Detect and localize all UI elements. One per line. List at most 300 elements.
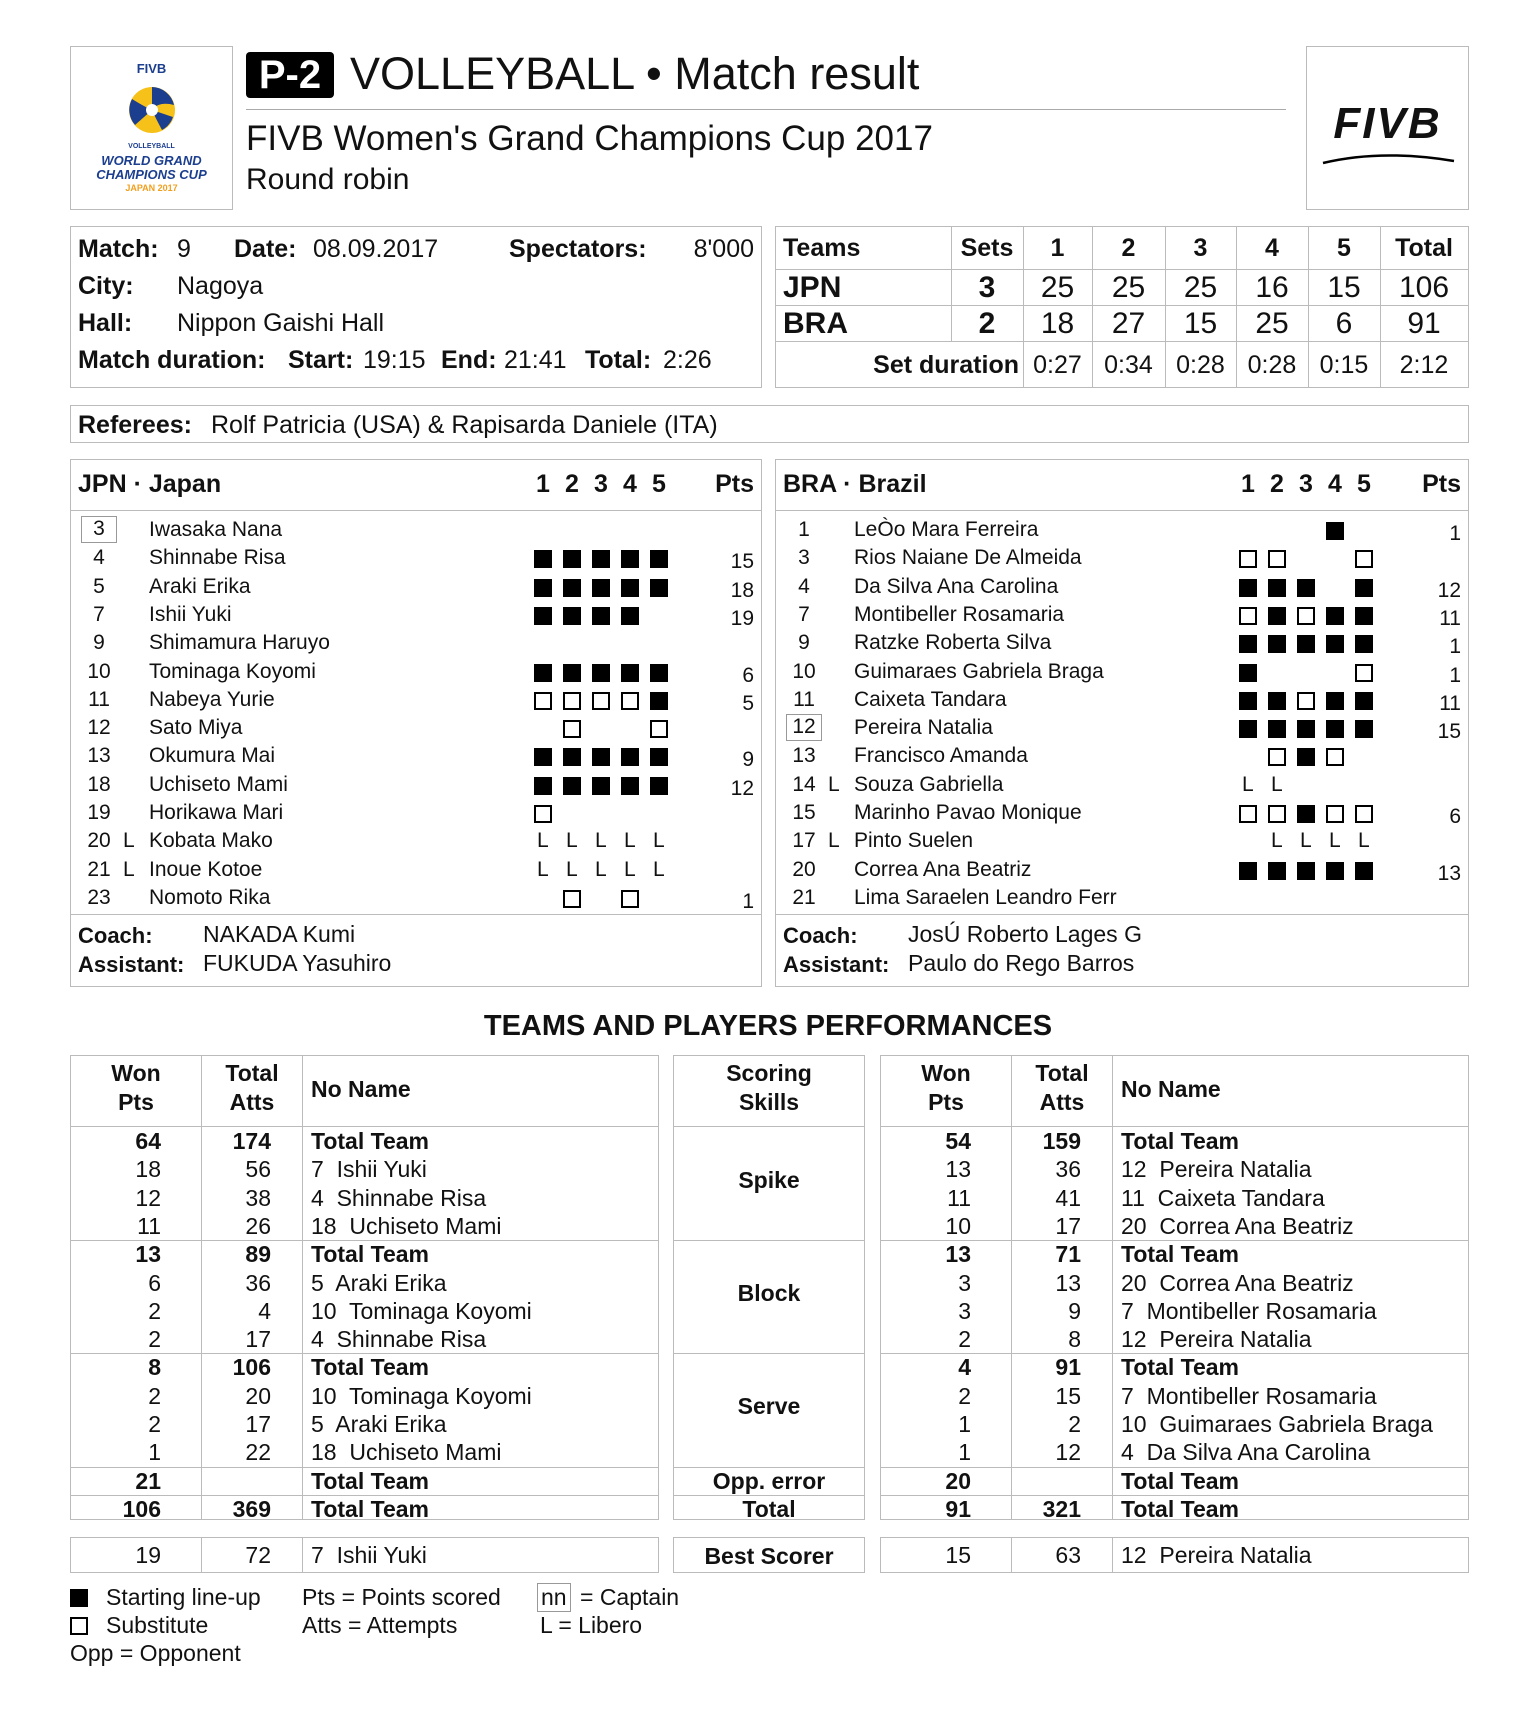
player-name: Inoue Kotoe [149,857,263,881]
starter-square [1355,607,1373,625]
player-row [71,686,761,714]
starter-square [1297,805,1315,823]
start-value: 19:15 [363,346,426,374]
player-row [71,573,761,601]
total-header-1: Total [1035,1060,1089,1086]
player-name: Nabeya Yurie [149,687,275,711]
perf-cell-name: 7 Ishii Yuki [311,1156,427,1183]
perf-cell-won: 2 [148,1411,161,1437]
substitute-square [1268,748,1286,766]
player-number: 5 [93,574,105,598]
player-row [776,658,1468,686]
perf-cell-name: 20 Correa Ana Beatriz [1121,1212,1354,1239]
player-name: Lima Saraelen Leandro Ferr [854,885,1117,909]
set-header: 4 [1328,470,1342,498]
coach-label: Coach: [783,923,858,948]
starter-square [1268,692,1286,710]
assistant-label: Assistant: [78,952,185,977]
player-points: 1 [742,889,754,913]
substitute-square [592,692,610,710]
player-name: Marinho Pavao Monique [854,801,1082,824]
bra-performance-table [880,1055,1469,1520]
starter-square [592,550,610,568]
assistant-name: Paulo do Rego Barros [908,950,1135,976]
player-number: 3 [81,516,117,543]
perf-cell-won: 6 [148,1269,161,1296]
starter-square [592,664,610,682]
score-header-4: 3 [1193,234,1208,262]
perf-cell-atts: 22 [245,1439,271,1466]
legend-captain-box: nn [537,1583,571,1612]
event-logo-box [70,46,233,210]
starter-square [1297,579,1315,597]
total-value: 2:26 [663,346,712,374]
player-name: Da Silva Ana Carolina [854,574,1059,598]
player-points: 11 [1439,606,1461,630]
perf-cell-atts: 20 [245,1382,271,1409]
page-title: VOLLEYBALL • Match result [350,48,920,99]
score-header-6: 5 [1337,234,1351,262]
referees-label: Referees: [78,411,192,439]
perf-cell-name: 12 Pereira Natalia [1121,1156,1312,1183]
team-roster-jpn [70,459,762,987]
libero-mark: L [123,857,135,881]
set-header: 2 [1270,470,1284,498]
set-header: 1 [1241,470,1255,498]
perf-cell-name: Total Team [311,1128,429,1154]
perf-cell-atts: 17 [245,1326,271,1353]
best-col-line [302,1538,303,1572]
player-name: Pinto Suelen [854,829,974,853]
player-points: 18 [730,578,754,602]
player-name: Shinnabe Risa [149,546,286,570]
starter-square [1355,579,1373,597]
legend-opp: Opp = Opponent [70,1640,241,1666]
player-number: 23 [87,885,111,909]
player-row [71,629,761,657]
perf-cell-name: 10 Tominaga Koyomi [311,1382,532,1409]
best-col-line [201,1538,202,1572]
perf-cell-atts: 4 [258,1297,271,1324]
substitute-square [1355,805,1373,823]
skills-column [673,1055,865,1520]
libero-mark: L [828,829,840,853]
player-number: 13 [792,744,816,768]
set-duration-value: 2:12 [1399,351,1449,379]
substitute-square [1355,550,1373,568]
perf-cell-atts: 9 [1068,1297,1081,1324]
perf-cell-atts: 174 [232,1128,271,1154]
player-number: 9 [798,631,810,655]
player-number: 3 [798,546,810,570]
player-row [71,856,761,884]
substitute-square [1326,805,1344,823]
perf-cell-won: 13 [135,1241,161,1268]
perf-cell-won: 18 [135,1156,161,1183]
starter-square [1239,692,1257,710]
player-row [71,742,761,770]
player-number: 19 [87,801,111,824]
perf-cell-name: 10 Guimaraes Gabriela Braga [1121,1411,1433,1437]
player-name: Sato Miya [149,716,243,740]
starter-square [621,607,639,625]
player-row [776,799,1468,827]
perf-cell-won: 2 [148,1297,161,1324]
player-number: 17 [792,829,816,853]
volleyball-icon [127,85,177,135]
code-badge [246,52,334,98]
player-row [776,629,1468,657]
score-header-3: 2 [1121,234,1136,262]
best-won: 19 [135,1542,161,1568]
perf-total-cell: 321 [1042,1495,1081,1522]
starter-square [1268,635,1286,653]
city-label: City: [78,272,134,300]
perf-cell-atts: 15 [1055,1382,1081,1409]
player-number: 10 [87,659,111,683]
perf-cell-name: Total Team [311,1354,429,1381]
player-points: 5 [742,691,754,715]
best-col-line [1112,1538,1113,1572]
perf-cell-atts: 38 [245,1184,271,1211]
legend-atts: Atts = Attempts [302,1612,458,1638]
total-header-2: Atts [229,1089,275,1115]
player-row [776,544,1468,572]
player-name: Montibeller Rosamaria [854,602,1065,626]
player-points: 15 [730,550,754,574]
starter-square [1239,635,1257,653]
player-points: 11 [1439,691,1461,715]
score-cell: 16 [1255,271,1289,304]
libero-set-mark: L [624,829,636,853]
perf-opp-cell: 20 [945,1467,971,1494]
libero-set-mark: L [653,829,665,853]
perf-cell-name: 20 Correa Ana Beatriz [1121,1269,1354,1296]
player-name: LeÒo Mara Ferreira [854,518,1039,541]
perf-cell-name: Total Team [311,1241,429,1268]
score-cell: 25 [1040,271,1075,304]
coach-label: Coach: [78,923,153,948]
substitute-square [1239,607,1257,625]
score-row-line [776,305,1468,306]
player-row [776,827,1468,855]
libero-set-mark: L [1271,829,1283,853]
set-header: 3 [594,470,608,498]
set-duration-value: 0:34 [1104,351,1153,379]
player-points: 1 [1449,522,1461,545]
perf-opp-cell: 21 [135,1467,161,1494]
perf-opp-cell: Total Team [311,1467,429,1494]
starter-square [563,550,581,568]
substitute-square [1268,550,1286,568]
fivb-logo-box [1306,46,1469,210]
end-value: 21:41 [504,346,567,374]
player-number: 1 [798,518,810,541]
substitute-icon [70,1617,88,1635]
starter-square [1268,862,1286,880]
starter-square [1326,720,1344,738]
starter-square [621,777,639,795]
starter-square [1268,607,1286,625]
fivb-swoosh-icon [1321,147,1456,167]
starter-square [650,748,668,766]
logo-volleyball-text: VOLLEYBALL [128,143,175,150]
spectators-label: Spectators: [509,235,647,263]
referees-value: Rolf Patricia (USA) & Rapisarda Daniele (ITA) [211,411,718,439]
perf-cell-name: 5 Araki Erika [311,1269,447,1296]
starter-square [621,664,639,682]
starter-square [592,607,610,625]
skill-serve: Serve [737,1393,801,1420]
score-header-1: Sets [960,234,1014,262]
player-number: 11 [793,687,815,711]
player-number: 20 [792,857,816,881]
player-points: 13 [1437,861,1461,885]
starter-square [534,748,552,766]
substitute-square [650,720,668,738]
player-name: Souza Gabriella [854,772,1004,796]
substitute-square [1239,805,1257,823]
starter-square [1268,579,1286,597]
player-row [776,601,1468,629]
player-number: 21 [792,885,816,909]
player-row [776,516,1468,544]
libero-set-mark: L [595,829,607,853]
score-cell: 18 [1040,307,1075,340]
player-number: 4 [798,574,810,598]
player-name: Uchiseto Mami [149,772,288,796]
score-header-5: 4 [1265,234,1279,262]
fivb-small-text: FIVB [136,61,167,76]
logo-wgc-line2: CHAMPIONS CUP [96,167,207,182]
perf-cell-won: 13 [945,1241,971,1268]
libero-set-mark: L [1358,829,1370,853]
libero-set-mark: L [653,857,665,881]
score-cell: 106 [1398,271,1450,304]
hall-label: Hall: [78,309,133,337]
set-duration-value: 0:15 [1319,351,1369,379]
set-duration-label: Set duration [873,351,1019,379]
score-cell: BRA [783,307,848,340]
perf-cell-atts: 36 [1055,1156,1081,1183]
libero-set-mark: L [624,857,636,881]
perf-cell-won: 4 [958,1354,971,1381]
player-points: 15 [1437,720,1461,744]
performance-title: TEAMS AND PLAYERS PERFORMANCES [483,1010,1053,1042]
starter-square [1355,862,1373,880]
legend-substitute: Substitute [106,1612,209,1638]
perf-line [674,1126,864,1127]
perf-cell-won: 2 [148,1326,161,1353]
starter-square [1355,692,1373,710]
substitute-square [534,692,552,710]
assistant-name: FUKUDA Yasuhiro [203,950,392,976]
best-name: 7 Ishii Yuki [311,1542,427,1568]
player-number: 12 [87,716,111,740]
perf-opp-cell: Total Team [1121,1467,1239,1494]
score-header-0: Teams [783,234,861,262]
player-points: 6 [1449,805,1461,828]
player-points: 12 [730,776,754,800]
player-number: 20 [87,829,111,853]
perf-cell-atts: 41 [1055,1184,1081,1211]
name-header: No Name [311,1076,411,1102]
perf-line [881,1126,1468,1127]
perf-cell-atts: 159 [1042,1128,1081,1154]
skills-header-1: Scoring [726,1060,812,1086]
starter-square [650,777,668,795]
player-number: 9 [93,631,105,655]
perf-cell-won: 11 [947,1184,971,1211]
match-number: 9 [177,235,191,263]
player-number: 18 [87,772,111,796]
perf-cell-won: 10 [945,1212,971,1239]
perf-cell-won: 3 [958,1269,971,1296]
libero-set-mark: L [595,857,607,881]
set-header: 5 [1357,470,1371,498]
player-row [71,827,761,855]
starter-square [1326,635,1344,653]
set-header: 2 [565,470,579,498]
score-cell: 25 [1255,307,1289,340]
score-cell: 15 [1183,307,1218,340]
hall-value: Nippon Gaishi Hall [177,309,385,337]
set-duration-value: 0:27 [1033,351,1082,379]
player-row [71,544,761,572]
player-number: 10 [792,659,816,683]
start-label: Start: [288,346,354,374]
jpn-performance-table [70,1055,659,1520]
perf-cell-name: 12 Pereira Natalia [1121,1326,1312,1353]
perf-total-cell: Total Team [1121,1495,1239,1522]
player-name: Kobata Mako [149,829,273,853]
duration-label: Match duration: [78,346,266,374]
substitute-square [1297,607,1315,625]
player-row [71,884,761,912]
score-cell: 91 [1407,307,1441,340]
player-name: Araki Erika [149,574,251,598]
city-value: Nagoya [177,272,264,300]
starter-square [592,748,610,766]
won-header-1: Won [921,1060,971,1086]
team-title: JPN · Japan [78,470,222,498]
fivb-logo: FIVB [1333,99,1442,148]
starter-square [1326,862,1344,880]
substitute-square [563,692,581,710]
perf-cell-name: 4 Shinnabe Risa [311,1326,487,1353]
starter-square [563,664,581,682]
starter-square [592,777,610,795]
starter-square [1326,522,1344,540]
perf-cell-won: 1 [148,1439,161,1466]
coach-name: JosÚ Roberto Lages G [908,921,1142,947]
libero-set-mark: L [537,829,549,853]
substitute-square [621,692,639,710]
perf-cell-atts: 17 [245,1411,271,1437]
player-name: Iwasaka Nana [149,518,283,541]
perf-cell-name: 5 Araki Erika [311,1411,447,1437]
starter-square [1355,635,1373,653]
perf-cell-won: 13 [945,1156,971,1183]
perf-cell-atts: 91 [1055,1354,1081,1381]
libero-mark: L [123,829,135,853]
total-header-2: Atts [1039,1089,1085,1115]
best-atts: 72 [245,1542,271,1568]
player-number: 11 [88,687,110,711]
substitute-square [621,890,639,908]
code-badge-text: P-2 [258,53,322,97]
perf-cell-atts: 106 [232,1354,271,1381]
perf-cell-atts: 26 [245,1212,271,1239]
player-points: 19 [730,606,754,630]
player-name: Tominaga Koyomi [149,659,316,683]
title-divider [246,109,1286,110]
player-points: 1 [1449,663,1461,687]
libero-set-mark: L [1300,829,1312,853]
set-header: 1 [536,470,550,498]
phase-name: Round robin [246,163,410,196]
player-name: Nomoto Rika [149,885,271,909]
libero-set-mark: L [1242,772,1254,796]
perf-cell-name: 10 Tominaga Koyomi [311,1297,532,1324]
player-name: Horikawa Mari [149,801,284,824]
player-number: 15 [792,801,816,824]
legend-libero: L = Libero [540,1612,643,1638]
set-duration-value: 0:28 [1176,351,1225,379]
player-number: 21 [87,857,111,881]
player-name: Shimamura Haruyo [149,631,330,655]
skill-block: Block [737,1280,801,1307]
won-header-2: Pts [118,1089,154,1115]
starting-lineup-icon [70,1589,88,1607]
starter-square [534,607,552,625]
player-points: 12 [1437,578,1461,602]
starter-square [563,748,581,766]
logo-japan-text: JAPAN 2017 [125,183,178,193]
perf-cell-atts: 71 [1055,1241,1081,1268]
starter-square [563,607,581,625]
score-cell: 6 [1335,307,1353,340]
player-row [71,601,761,629]
coach-name: NAKADA Kumi [203,921,356,947]
libero-set-mark: L [537,857,549,881]
starter-square [592,579,610,597]
player-row [776,714,1468,742]
score-cell: 27 [1111,307,1146,340]
perf-total-cell: 369 [232,1495,271,1522]
perf-cell-won: 11 [137,1212,161,1239]
player-row [776,573,1468,601]
player-points: 6 [742,663,754,687]
player-row [776,771,1468,799]
player-row [776,884,1468,912]
perf-total-cell: 106 [122,1495,161,1522]
match-label: Match: [78,235,159,263]
perf-cell-atts: 12 [1055,1439,1081,1466]
score-cell: 2 [978,307,996,340]
starter-square [650,692,668,710]
player-points: 1 [1449,635,1461,659]
substitute-square [563,890,581,908]
player-name: Correa Ana Beatriz [854,857,1032,881]
player-row [71,516,761,544]
starter-square [534,664,552,682]
perf-cell-won: 1 [958,1439,971,1466]
perf-cell-name: 4 Shinnabe Risa [311,1184,487,1211]
libero-set-mark: L [1271,772,1283,796]
skill-spike: Spike [738,1167,800,1193]
event-name: FIVB Women's Grand Champions Cup 2017 [246,119,933,158]
